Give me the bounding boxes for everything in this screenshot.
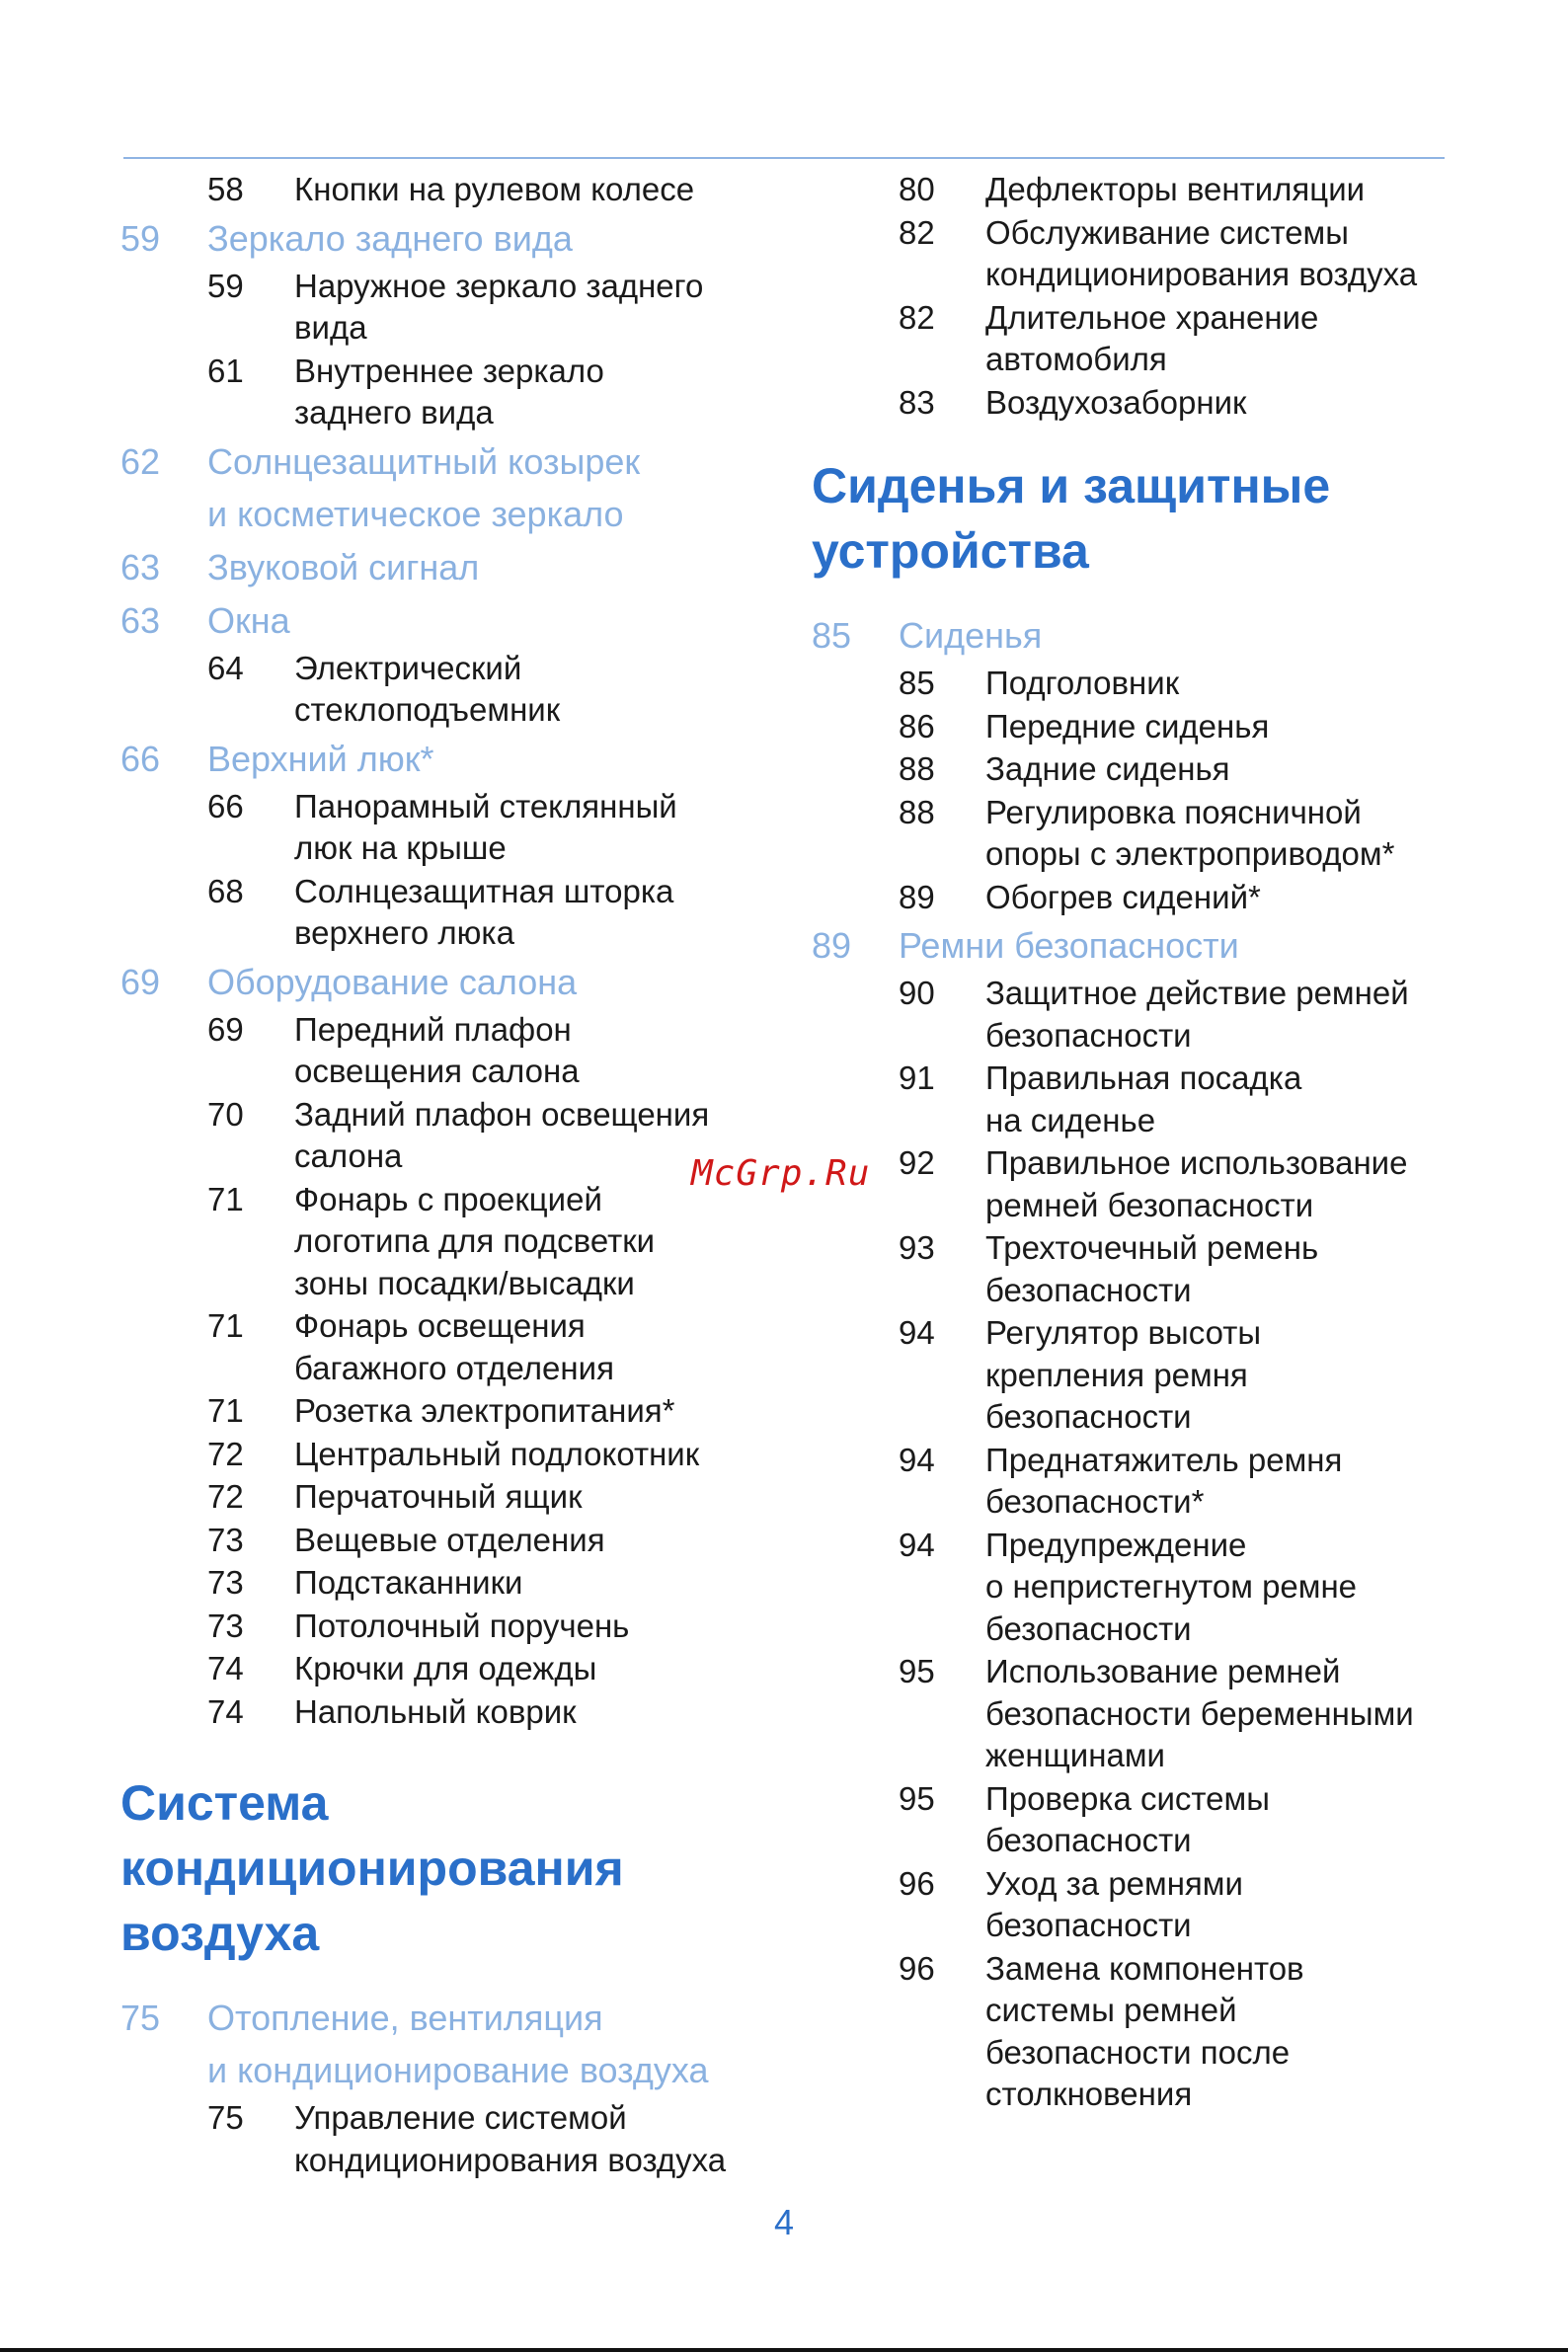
toc-entry[interactable] bbox=[207, 1648, 762, 1690]
toc-title: Перчаточный ящик bbox=[294, 1478, 583, 1515]
toc-entry[interactable] bbox=[207, 1305, 762, 1389]
toc-entry[interactable] bbox=[899, 792, 1453, 876]
toc-title: Воздухозаборник bbox=[985, 383, 1247, 421]
toc-entry[interactable] bbox=[899, 1651, 1453, 1777]
toc-title: Наружное зеркало заднего вида bbox=[294, 267, 704, 346]
toc-section[interactable] bbox=[812, 919, 1453, 972]
toc-title: Трехточечный ремень безопасности bbox=[985, 1229, 1319, 1308]
toc-section[interactable] bbox=[120, 212, 762, 265]
page-ref: 92 bbox=[899, 1144, 935, 1181]
toc-entry[interactable] bbox=[899, 1312, 1453, 1439]
toc-section[interactable] bbox=[120, 594, 762, 647]
toc-title: Окна bbox=[207, 599, 290, 641]
page-ref: 69 bbox=[120, 961, 161, 1002]
toc-title: Задние сиденья bbox=[985, 750, 1230, 787]
toc-entry[interactable] bbox=[207, 786, 762, 870]
page-ref: 59 bbox=[207, 267, 244, 304]
toc-title: Проверка системы безопасности bbox=[985, 1779, 1270, 1858]
toc-entry[interactable] bbox=[899, 169, 1453, 211]
page-ref: 91 bbox=[899, 1059, 935, 1096]
toc-entry[interactable] bbox=[207, 1476, 762, 1519]
page-number: 4 bbox=[773, 2202, 795, 2242]
page-ref: 95 bbox=[899, 1653, 935, 1689]
page-ref: 85 bbox=[812, 615, 852, 656]
page-ref: 66 bbox=[120, 738, 161, 779]
page-ref: 94 bbox=[899, 1314, 935, 1351]
page-ref: 73 bbox=[207, 1521, 244, 1558]
toc-title: Потолочный поручень bbox=[294, 1607, 630, 1644]
toc-title: Верхний люк* bbox=[207, 738, 434, 779]
toc-title: Розетка электропитания* bbox=[294, 1392, 675, 1429]
toc-entry[interactable] bbox=[899, 1863, 1453, 1947]
toc-entry[interactable] bbox=[207, 1606, 762, 1648]
bottom-edge-line bbox=[0, 2348, 1568, 2352]
page-ref: 86 bbox=[899, 707, 935, 745]
toc-title: Подголовник bbox=[985, 665, 1180, 701]
page-ref: 71 bbox=[207, 1307, 244, 1344]
page-ref: 72 bbox=[207, 1435, 244, 1472]
page-ref: 73 bbox=[207, 1564, 244, 1601]
toc-entry[interactable] bbox=[899, 297, 1453, 381]
toc-entry[interactable] bbox=[899, 706, 1453, 748]
page-ref: 64 bbox=[207, 649, 244, 686]
toc-section[interactable] bbox=[120, 956, 762, 1008]
toc-entry[interactable] bbox=[899, 1778, 1453, 1862]
page-ref: 59 bbox=[120, 217, 161, 259]
toc-title: Правильная посадка на сиденье bbox=[985, 1059, 1302, 1138]
toc-title: Отопление, вентиляция и кондиционирование воздуха bbox=[207, 1998, 709, 2090]
toc-title: Напольный коврик bbox=[294, 1692, 577, 1730]
page-ref: 72 bbox=[207, 1478, 244, 1515]
page-ref: 82 bbox=[899, 213, 935, 251]
page-ref: 88 bbox=[899, 793, 935, 830]
page-ref: 75 bbox=[207, 2099, 244, 2136]
header-rule bbox=[123, 157, 1445, 159]
toc-entry[interactable] bbox=[207, 1009, 762, 1093]
toc-title: Звуковой сигнал bbox=[207, 546, 480, 588]
toc-title: Преднатяжитель ремня безопасности* bbox=[985, 1441, 1343, 1520]
toc-section[interactable] bbox=[120, 733, 762, 785]
toc-title: Обогрев сидений* bbox=[985, 878, 1261, 915]
toc-title: Вещевые отделения bbox=[294, 1521, 605, 1558]
page-ref: 80 bbox=[899, 171, 935, 207]
page-ref: 61 bbox=[207, 352, 244, 389]
toc-entry[interactable] bbox=[207, 351, 762, 434]
page-ref: 74 bbox=[207, 1692, 244, 1730]
page-ref: 73 bbox=[207, 1607, 244, 1644]
toc-entry[interactable] bbox=[899, 212, 1453, 296]
page-ref: 95 bbox=[899, 1779, 935, 1817]
toc-entry[interactable] bbox=[899, 1440, 1453, 1524]
toc-entry[interactable] bbox=[899, 382, 1453, 425]
toc-entry[interactable] bbox=[899, 1058, 1453, 1141]
toc-entry[interactable] bbox=[899, 1227, 1453, 1311]
toc-entry[interactable] bbox=[899, 1948, 1453, 2116]
toc-section[interactable] bbox=[120, 435, 762, 540]
toc-title: Использование ремней безопасности беременными женщинами bbox=[985, 1653, 1414, 1773]
page-ref: 83 bbox=[899, 383, 935, 421]
toc-entry[interactable] bbox=[899, 663, 1453, 705]
page-ref: 71 bbox=[207, 1392, 244, 1429]
toc-title: Защитное действие ремней безопасности bbox=[985, 975, 1409, 1054]
page-ref: 89 bbox=[812, 925, 852, 966]
page-ref: 58 bbox=[207, 171, 244, 207]
page-ref: 94 bbox=[899, 1526, 935, 1563]
page-ref: 66 bbox=[207, 787, 244, 824]
toc-title: Дефлекторы вентиляции bbox=[985, 171, 1366, 207]
page-ref: 89 bbox=[899, 878, 935, 915]
chapter-heading: Система кондиционирования воздуха bbox=[120, 1775, 624, 1961]
toc-title: Ремни безопасности bbox=[899, 925, 1239, 966]
toc-title: Длительное хранение автомобиля bbox=[985, 298, 1319, 377]
toc-entry[interactable] bbox=[899, 877, 1453, 919]
chapter-heading: Сиденья и защитные устройства bbox=[812, 458, 1331, 579]
toc-title: Передние сиденья bbox=[985, 707, 1270, 745]
toc-entry[interactable] bbox=[207, 1434, 762, 1476]
toc-entry[interactable] bbox=[207, 1520, 762, 1562]
toc-entry[interactable] bbox=[899, 973, 1453, 1057]
toc-title: Подстаканники bbox=[294, 1564, 523, 1601]
toc-title: Обслуживание системы кондиционирования воздуха bbox=[985, 213, 1418, 292]
toc-entry[interactable] bbox=[899, 1142, 1453, 1226]
toc-section[interactable] bbox=[120, 541, 762, 593]
toc-entry[interactable] bbox=[207, 1179, 762, 1305]
toc-title: Кнопки на рулевом колесе bbox=[294, 171, 695, 207]
toc-title: Правильное использование ремней безопасности bbox=[985, 1144, 1408, 1223]
toc-entry[interactable] bbox=[207, 2097, 762, 2181]
page-ref: 75 bbox=[120, 1998, 161, 2038]
toc-title: Регулятор высоты крепления ремня безопасности bbox=[985, 1314, 1262, 1435]
toc-entry[interactable] bbox=[899, 748, 1453, 791]
toc-title: Крючки для одежды bbox=[294, 1650, 597, 1686]
toc-entry[interactable] bbox=[207, 648, 762, 732]
toc-title: Уход за ремнями безопасности bbox=[985, 1864, 1243, 1943]
page-ref: 63 bbox=[120, 599, 161, 641]
toc-title: Электрический стеклоподъемник bbox=[294, 649, 561, 728]
toc-title: Управление системой кондиционирования воздуха bbox=[294, 2099, 727, 2178]
toc-title: Регулировка поясничной опоры с электроприводом* bbox=[985, 793, 1395, 872]
toc-section[interactable] bbox=[812, 609, 1453, 662]
toc-title: Фонарь освещения багажного отделения bbox=[294, 1307, 614, 1386]
toc-title: Центральный подлокотник bbox=[294, 1435, 700, 1472]
toc-entry[interactable] bbox=[899, 1525, 1453, 1651]
toc-title: Солнцезащитная шторка верхнего люка bbox=[294, 872, 674, 951]
watermark: McGrp.Ru bbox=[691, 1153, 871, 1194]
page-ref: 68 bbox=[207, 872, 244, 909]
toc-title: Предупреждение о непристегнутом ремне безопасности bbox=[985, 1526, 1358, 1647]
toc-entry[interactable] bbox=[207, 871, 762, 955]
page-ref: 88 bbox=[899, 750, 935, 787]
toc-section[interactable] bbox=[120, 1992, 762, 2096]
toc-title: Зеркало заднего вида bbox=[207, 217, 573, 259]
page-ref: 69 bbox=[207, 1010, 244, 1048]
toc-entry[interactable] bbox=[207, 1094, 762, 1178]
page-ref: 90 bbox=[899, 975, 935, 1011]
page-ref: 70 bbox=[207, 1095, 244, 1133]
toc-entry[interactable] bbox=[207, 1691, 762, 1734]
page-ref: 85 bbox=[899, 665, 935, 701]
page-ref: 94 bbox=[899, 1441, 935, 1478]
toc-left-column bbox=[120, 168, 762, 2181]
toc-title: Замена компонентов системы ремней безопасности после столкновения bbox=[985, 1949, 1304, 2112]
page-ref: 71 bbox=[207, 1180, 244, 1217]
toc-entry[interactable] bbox=[207, 1390, 762, 1433]
toc-entry[interactable] bbox=[207, 1562, 762, 1605]
page-ref: 63 bbox=[120, 546, 161, 588]
toc-title: Солнцезащитный козырек и косметическое зеркало bbox=[207, 440, 641, 534]
toc-title: Сиденья bbox=[899, 615, 1043, 656]
page-ref: 93 bbox=[899, 1229, 935, 1266]
toc-title: Оборудование салона bbox=[207, 961, 578, 1002]
toc-title: Задний плафон освещения салона bbox=[294, 1095, 710, 1174]
toc-title: Панорамный стеклянный люк на крыше bbox=[294, 787, 677, 866]
page-ref: 74 bbox=[207, 1650, 244, 1686]
toc-title: Передний плафон освещения салона bbox=[294, 1010, 580, 1089]
page-ref: 96 bbox=[899, 1864, 935, 1902]
toc-entry[interactable] bbox=[207, 169, 762, 211]
page-ref: 62 bbox=[120, 440, 161, 482]
page-ref: 96 bbox=[899, 1949, 935, 1987]
toc-title: Внутреннее зеркало заднего вида bbox=[294, 352, 604, 431]
toc-entry[interactable] bbox=[207, 266, 762, 350]
toc-title: Фонарь с проекцией логотипа для подсветки зоны посадки/высадки bbox=[294, 1180, 656, 1301]
page-ref: 82 bbox=[899, 298, 935, 336]
toc-right-column bbox=[812, 168, 1453, 2116]
